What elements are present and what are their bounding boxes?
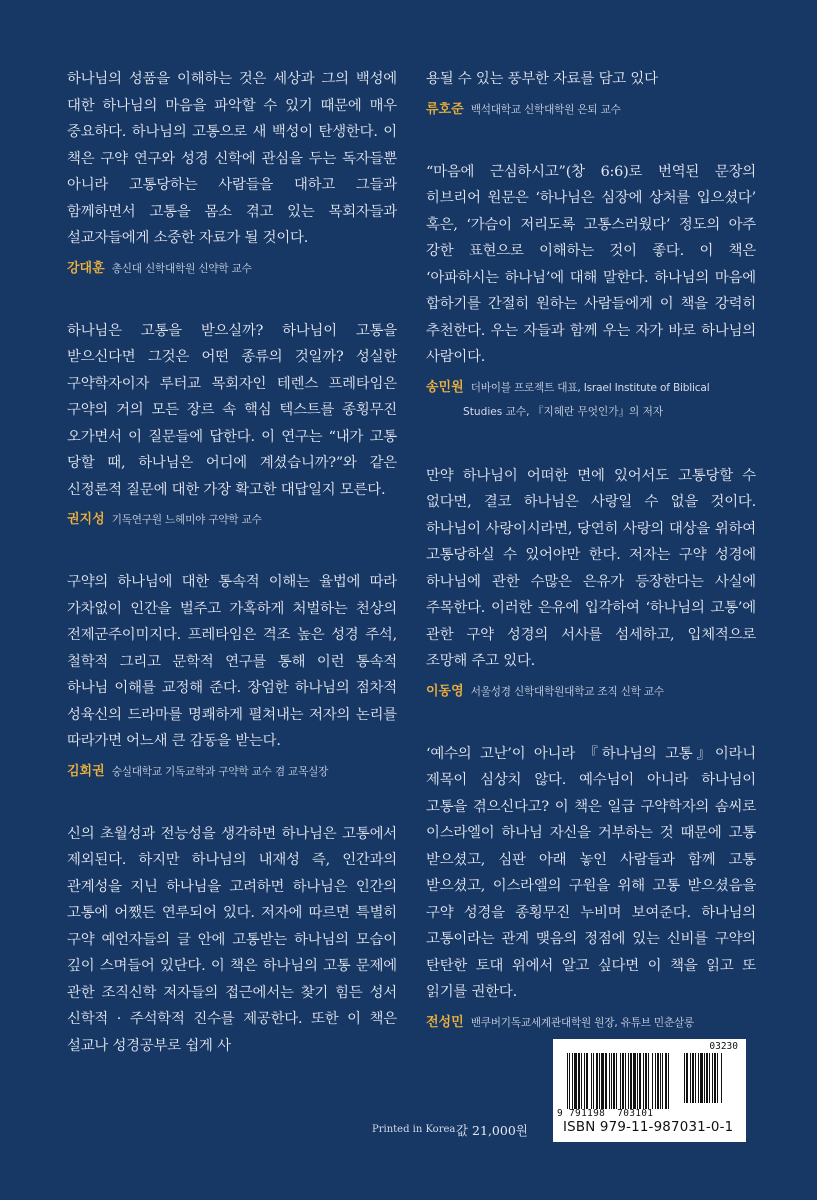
left-column xyxy=(67,66,397,1097)
endorsement xyxy=(426,66,756,121)
endorsement xyxy=(67,66,397,280)
barcode-bar xyxy=(620,1053,621,1109)
endorsement-byline xyxy=(67,759,397,783)
barcode-bar xyxy=(662,1053,663,1109)
barcode-bar xyxy=(609,1053,610,1109)
barcode-bars xyxy=(567,1053,679,1109)
endorsement-text: 용될 수 있는 풍부한 자료를 담고 있다 xyxy=(426,71,658,87)
endorsement-byline xyxy=(426,1010,756,1034)
barcode-bar xyxy=(657,1053,659,1109)
endorsement-text: 만약 하나님이 어떠한 면에 있어서도 고통당할 수 없다면, 결코 하나님은 사랑일 수 없을 것이다. 하나님이 사랑이시라면, 당연히 사랑의 대상을 위하여 고통당하실 수 있어야만 한다. 저자는 구약 성경에 하나님에 관한 수많은 은유가 등장한다는 사실에 주목한다. 이러한 은유에 입각하여 ‘하나님의 고통’에 관한 구약 성경의 서사를 섬세하고, 입체적으로 조망해 주고 있다. xyxy=(426,467,756,669)
barcode-bar xyxy=(684,1053,685,1103)
printed-in-korea: Printed in Korea xyxy=(372,1124,456,1135)
endorsement xyxy=(426,463,756,703)
endorsement-byline xyxy=(67,507,397,531)
barcode-bar xyxy=(625,1053,626,1109)
barcode-addon-bars xyxy=(684,1053,736,1103)
barcode-bar xyxy=(698,1053,699,1103)
barcode-bar xyxy=(630,1053,632,1109)
barcode-bar xyxy=(648,1053,649,1109)
endorsement xyxy=(67,569,397,783)
barcode-bar xyxy=(586,1053,588,1109)
barcode-bar xyxy=(593,1053,594,1109)
barcode-bar xyxy=(616,1053,617,1109)
endorser-role: 백석대학교 신학대학원 은퇴 교수 xyxy=(470,103,621,116)
endorser-name: 이동영 xyxy=(426,683,464,699)
endorsement-text: 신의 초월성과 전능성을 생각하면 하나님은 고통에서 제외된다. 하지만 하나님의 내재성 즉, 인간과의 관계성을 지닌 하나님을 고려하면 하나님은 인간의 고통에 어쨌든 연루되어 있다. 저자에 따르면 특별히 구약 예언자들의 글 안에 고통받는 하나님의 모습이 깊이 스며들어 있단다. 이 책은 하나님의 고통 문제에 관한 조직신학 저자들의 접근에서는 찾기 힘든 성서 신학적 · 주석학적 진수를 제공한다. 또한 이 책은 설교나 성경공부로 쉽게 사 xyxy=(67,825,397,1054)
barcode-bar xyxy=(655,1053,656,1109)
barcode-bar xyxy=(700,1053,703,1103)
endorsement-byline xyxy=(426,679,756,703)
barcode-bar xyxy=(574,1053,577,1109)
endorser-role: 서울성경 신학대학원대학교 조직 신학 교수 xyxy=(470,685,664,698)
endorsement xyxy=(426,159,756,425)
barcode-bar xyxy=(637,1053,638,1109)
endorsement-byline xyxy=(67,256,397,280)
barcode-bar xyxy=(628,1053,629,1109)
barcode-bar xyxy=(596,1053,598,1109)
barcode-bar xyxy=(665,1053,667,1109)
barcode-bar xyxy=(721,1053,722,1103)
barcode-bar xyxy=(645,1053,647,1109)
barcode-bar xyxy=(601,1053,604,1109)
barcode-bar xyxy=(690,1053,691,1103)
endorsement-byline xyxy=(426,97,756,121)
endorser-role: 기독연구원 느헤미야 구약학 교수 xyxy=(111,514,262,526)
barcode-bar xyxy=(714,1053,716,1103)
endorser-role: 숭실대학교 기독교학과 구약학 교수 겸 교목실장 xyxy=(111,765,329,778)
endorser-name: 강대훈 xyxy=(67,260,105,276)
endorsement xyxy=(426,741,756,1034)
endorsement-text: ‘예수의 고난’이 아니라 『하나님의 고통』이라니 제목이 심상치 않다. 예수님이 아니라 하나님이 고통을 겪으신다고? 이 책은 일급 구약학자의 솜씨로 이스라엘이 하나님 자신을 거부하는 것 때문에 고통 받으셨고, 심판 아래 놓인 사람들과 함께 고통 받으셨고, 이스라엘의 구원을 위해 고통 받으셨음을 구약 성경을 종횡무진 누비며 보여준다. 하나님의 고통이라는 관계 맺음의 정점에 있는 신비를 구약의 탄탄한 토대 위에서 알고 싶다면 이 책을 읽고 또 읽기를 권한다. xyxy=(426,745,756,1000)
barcode-bar xyxy=(581,1053,582,1109)
endorser-role: 총신대 신학대학원 신약학 교수 xyxy=(111,262,252,275)
barcode-bar xyxy=(712,1053,713,1103)
barcode-bar xyxy=(591,1053,592,1109)
right-column xyxy=(426,66,756,1072)
endorsement-byline xyxy=(426,375,756,425)
barcode-bar xyxy=(706,1053,708,1103)
endorser-name: 송민원 xyxy=(426,379,464,395)
endorsement-text: 하나님은 고통을 받으실까? 하나님이 고통을 받으신다면 그것은 어떤 종류의 것일까? 성실한 구약학자이자 루터교 목회자인 테렌스 프레타임은 구약의 거의 모든 장르 속 핵심 텍스트를 종횡무진 오가면서 이 질문들에 답한다. 이 연구는 “내가 고통 당할 때, 하나님은 어디에 계셨습니까?”와 같은 신정론적 질문에 대한 가장 확고한 대답일지 모른다. xyxy=(67,322,397,498)
barcode-bar xyxy=(686,1053,688,1103)
endorser-role: 밴쿠버기독교세계관대학원 원장, 유튜브 민춘살롱 xyxy=(470,1016,695,1029)
barcode-digits: 9 791198 703101 xyxy=(557,1108,654,1119)
endorsement-text: “마음에 근심하시고”(창 6:6)로 번역된 문장의 히브리어 원문은 ‘하나님은 심장에 상처를 입으셨다’ 혹은, ‘가슴이 저리도록 고통스러웠다’ 정도의 아주 강한 표현으로 이해하는 것이 좋다. 이 책은 ‘아파하시는 하나님’에 대해 말한다. 하나님의 마음에 합하기를 간절히 원하는 사람들에게 이 책을 강력히 추천한다. 우는 자들과 함께 우는 자가 바로 하나님의 사람이다. xyxy=(426,163,756,365)
endorser-name: 김회권 xyxy=(67,763,105,779)
endorsement-text: 하나님의 성품을 이해하는 것은 세상과 그의 백성에 대한 하나님의 마음을 파악할 수 있기 때문에 매우 중요하다. 하나님의 고통으로 새 백성이 탄생한다. 이 책은 구약 연구와 성경 신학에 관심을 두는 독자들뿐 아니라 고통당하는 사람들을 대하고 그들과 함께하면서 고통을 몸소 겪고 있는 목회자들과 설교자들에게 소중한 자료가 될 것이다. xyxy=(67,71,397,246)
barcode-bar xyxy=(633,1053,636,1109)
barcode-bar xyxy=(578,1053,580,1109)
endorsement xyxy=(67,821,397,1060)
barcode-bar xyxy=(643,1053,644,1109)
price: 값 21,000원 xyxy=(456,1123,528,1138)
isbn-barcode xyxy=(553,1039,746,1142)
endorser-role-continued: Studies 교수, 『지혜란 무엇인가』의 저자 xyxy=(463,405,664,418)
endorsement-text: 구약의 하나님에 대한 통속적 이해는 율법에 따라 가차없이 인간을 벌주고 가혹하게 처벌하는 천상의 전제군주이미지다. 프레타임은 격조 높은 성경 주석, 철학적 그리고 문학적 연구를 통해 이런 통속적 하나님 이해를 교정해 준다. 장엄한 하나님의 점차적 성육신의 드라마를 명쾌하게 펼쳐내는 저자의 논리를 따라가면 어느새 큰 감동을 받는다. xyxy=(67,574,397,749)
barcode-bar xyxy=(717,1053,718,1103)
endorser-role: 더바이블 프로젝트 대표, Israel Institute of Biblical xyxy=(470,381,710,394)
barcode-bar xyxy=(599,1053,600,1109)
barcode-bar xyxy=(567,1053,568,1109)
endorser-name: 권지성 xyxy=(67,512,105,527)
barcode-addon-code: 03230 xyxy=(709,1041,738,1052)
isbn-number: ISBN 979-11-987031-0-1 xyxy=(563,1120,734,1135)
barcode-bar xyxy=(605,1053,607,1109)
barcode-bar xyxy=(572,1053,573,1109)
barcode-bar xyxy=(584,1053,585,1109)
barcode-bar xyxy=(611,1053,612,1109)
barcode-bar xyxy=(622,1053,624,1109)
barcode-bar xyxy=(652,1053,653,1109)
barcode-bar xyxy=(569,1053,570,1109)
barcode-bar xyxy=(692,1053,694,1103)
barcode-bar xyxy=(613,1053,615,1109)
barcode-bar xyxy=(695,1053,696,1103)
barcode-bar xyxy=(709,1053,710,1103)
barcode-bar xyxy=(639,1053,641,1109)
endorsement xyxy=(67,318,397,532)
endorser-name: 전성민 xyxy=(426,1014,464,1030)
barcode-bar xyxy=(704,1053,705,1103)
endorser-name: 류호준 xyxy=(426,101,464,117)
barcode-bar xyxy=(668,1053,669,1109)
barcode-bar xyxy=(660,1053,661,1109)
